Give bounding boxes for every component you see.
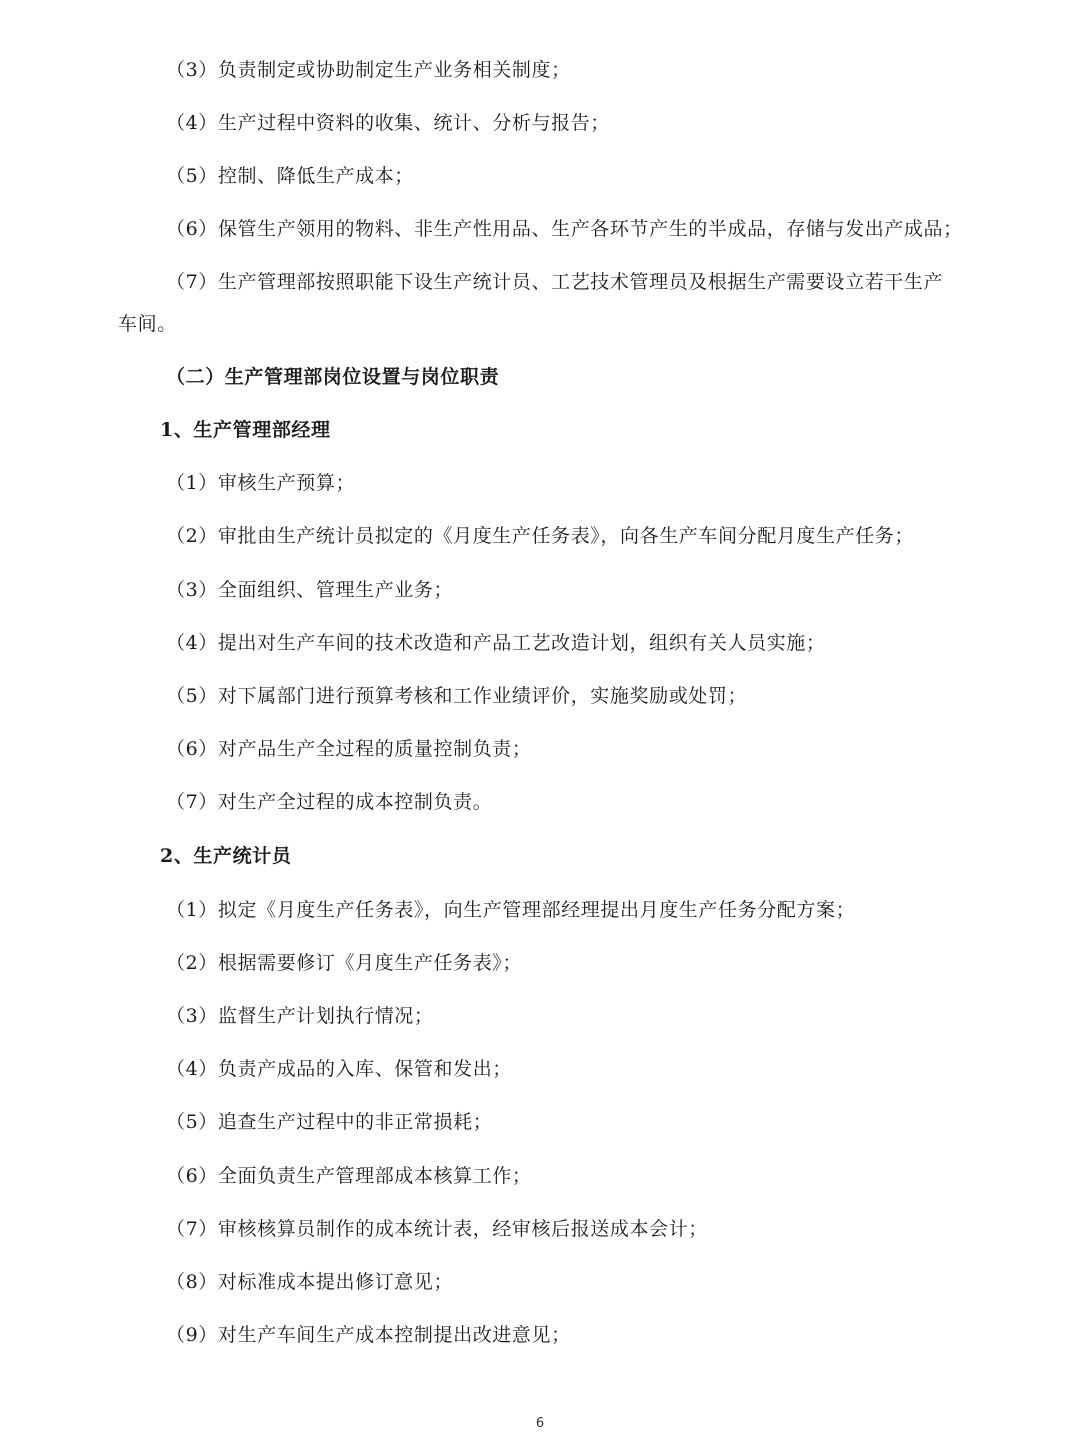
page-number: 6: [535, 1416, 545, 1431]
list-item: （8）对标准成本提出修订意见；: [166, 1271, 454, 1293]
list-item: （4）负责产成品的入库、保管和发出；: [166, 1058, 512, 1080]
list-item: （3）全面组织、管理生产业务；: [166, 579, 454, 601]
list-item: （3）负责制定或协助制定生产业务相关制度；: [166, 59, 571, 81]
list-item: （5）控制、降低生产成本；: [166, 165, 414, 187]
subsection-heading-manager: 1、生产管理部经理: [160, 419, 331, 441]
list-item-continuation: 车间。: [118, 313, 177, 335]
list-item: （6）对产品生产全过程的质量控制负责；: [166, 738, 532, 760]
list-item: （5）对下属部门进行预算考核和工作业绩评价，实施奖励或处罚；: [166, 685, 748, 707]
list-item: （6）保管生产领用的物料、非生产性用品、生产各环节产生的半成品，存储与发出产成品；: [166, 218, 963, 240]
list-item: （7）生产管理部按照职能下设生产统计员、工艺技术管理员及根据生产需要设立若干生产: [166, 271, 944, 293]
list-item: （2）审批由生产统计员拟定的《月度生产任务表》，向各生产车间分配月度生产任务；: [166, 525, 914, 547]
list-item: （1）审核生产预算；: [166, 472, 356, 494]
section-heading: （二）生产管理部岗位设置与岗位职责: [166, 366, 500, 388]
list-item: （1）拟定《月度生产任务表》，向生产管理部经理提出月度生产任务分配方案；: [166, 899, 856, 921]
list-item: （4）提出对生产车间的技术改造和产品工艺改造计划，组织有关人员实施；: [166, 632, 826, 654]
list-item: （5）追查生产过程中的非正常损耗；: [166, 1111, 493, 1133]
list-item: （2）根据需要修订《月度生产任务表》；: [166, 952, 522, 974]
subsection-heading-statistician: 2、生产统计员: [160, 845, 292, 867]
list-item: （4）生产过程中资料的收集、统计、分析与报告；: [166, 112, 610, 134]
list-item: （3）监督生产计划执行情况；: [166, 1005, 434, 1027]
list-item: （7）对生产全过程的成本控制负责。: [166, 791, 493, 813]
list-item: （9）对生产车间生产成本控制提出改进意见；: [166, 1324, 571, 1346]
list-item: （6）全面负责生产管理部成本核算工作；: [166, 1165, 532, 1187]
list-item: （7）审核核算员制作的成本统计表，经审核后报送成本会计；: [166, 1218, 708, 1240]
